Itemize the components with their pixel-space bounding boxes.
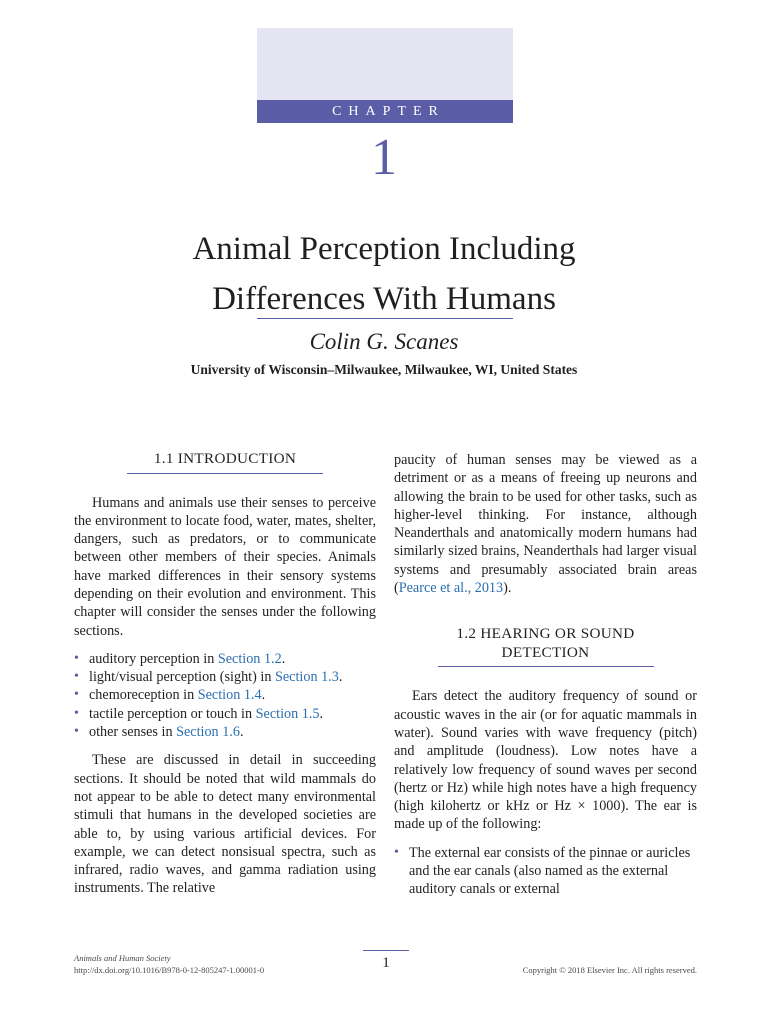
list-item-text: tactile perception or touch in [89, 705, 256, 722]
bullet-icon: • [74, 650, 79, 666]
section-heading-hearing-line2: DETECTION [501, 643, 590, 661]
section-link[interactable]: Section 1.3 [274, 669, 339, 686]
right-column [394, 451, 697, 899]
section-link[interactable]: Section 1.2 [217, 650, 282, 667]
list-item-end: . [239, 724, 244, 741]
bullet-icon: • [74, 705, 79, 721]
intro-paragraph-continued [394, 451, 697, 597]
section-heading-introduction: 1.1 INTRODUCTION [153, 450, 297, 467]
chapter-label: CHAPTER [257, 100, 513, 123]
footer-citation [74, 953, 264, 976]
bullet-icon: • [394, 844, 399, 860]
list-item [394, 844, 697, 899]
continued-end: ). [503, 580, 512, 597]
list-item [74, 668, 376, 686]
copyright-notice: Copyright © 2018 Elsevier Inc. All rights reserved. [522, 965, 697, 975]
section-heading-rule [438, 666, 654, 667]
list-item-end: . [281, 650, 286, 667]
section-heading-hearing-line1: 1.2 HEARING OR SOUND [456, 625, 635, 643]
bullet-icon: • [74, 687, 79, 703]
list-item-end: . [261, 687, 266, 704]
intro-paragraph-1: Humans and animals use their senses to perceive the environment to locate food, water, mates, shelter, dangers, such as predators, or to communicate between other members of their species. Animals have marked differences in their sensory systems depending on their evolution and environment. This chapter will consider the senses under the following sections. [74, 494, 376, 639]
section-heading-rule [127, 473, 323, 474]
chapter-title [0, 224, 768, 324]
chapter-title-line1: Animal Perception Including [192, 231, 576, 267]
list-item [74, 723, 376, 741]
title-divider [257, 318, 513, 319]
intro-paragraph-2: These are discussed in detail in succeeding sections. It should be noted that wild mammals do not appear to be able to detect many environmental stimuli that humans in the developed societies are able to, by using various artificial devices. For example, we can detect nonsisual spectra, such as infrared, radio waves, and gamma radiation using instruments. The relative [74, 752, 376, 897]
doi-link[interactable]: http://dx.doi.org/10.1016/B978-0-12-805247-1.00001-0 [74, 964, 265, 975]
book-title: Animals and Human Society [74, 953, 171, 963]
list-item-end: . [319, 705, 324, 722]
citation-link[interactable]: Pearce et al., 2013 [398, 580, 504, 597]
list-item-text: The external ear consists of the pinnae or auricles and the ear canals (also named as the external auditory canals or external [409, 844, 691, 898]
chapter-title-line2: Differences With Humans [212, 281, 556, 317]
ear-parts-list [394, 844, 697, 899]
section-heading-hearing [394, 625, 697, 666]
page-number-rule [363, 950, 409, 951]
list-item [74, 686, 376, 704]
list-item-text: light/visual perception (sight) in [89, 669, 275, 686]
list-item-text: auditory perception in [89, 650, 218, 667]
chapter-number: 1 [371, 129, 397, 186]
section-link[interactable]: Section 1.6 [176, 724, 240, 741]
chapter-header-box [257, 28, 513, 101]
bullet-icon: • [74, 724, 79, 740]
section-link[interactable]: Section 1.4 [197, 687, 262, 704]
page-number: 1 [382, 955, 390, 971]
list-item [74, 705, 376, 723]
left-column [74, 450, 376, 898]
list-item-text: chemoreception in [89, 687, 198, 704]
list-item-text: other senses in [89, 724, 177, 741]
hearing-paragraph-1: Ears detect the auditory frequency of sound or acoustic waves in the air (or for aquatic mammals in water). Sound varies with wave frequency (pitch) and amplitude (loudness). Low notes have a relatively low frequency of sound waves per second (hertz or Hz) while high notes have a high frequency (high kilohertz or kHz or Hz × 1000). The ear is made up of the following: [394, 688, 697, 833]
author-name: Colin G. Scanes [309, 329, 459, 354]
author-affiliation: University of Wisconsin–Milwaukee, Milwaukee, WI, United States [190, 362, 578, 377]
list-item-end: . [338, 669, 343, 686]
bullet-icon: • [74, 669, 79, 685]
section-link[interactable]: Section 1.5 [255, 705, 320, 722]
list-item [74, 650, 376, 668]
sections-list [74, 650, 376, 741]
continued-text: paucity of human senses may be viewed as a detriment or as a means of freeing up neurons and allowing the brain to be used for other tasks, such as higher-level thinking. For instance, although Neanderthals and anatomically modern humans had similarly sized brains, Neanderthals had larger visual systems and presumably associated brain areas ( [394, 452, 697, 597]
